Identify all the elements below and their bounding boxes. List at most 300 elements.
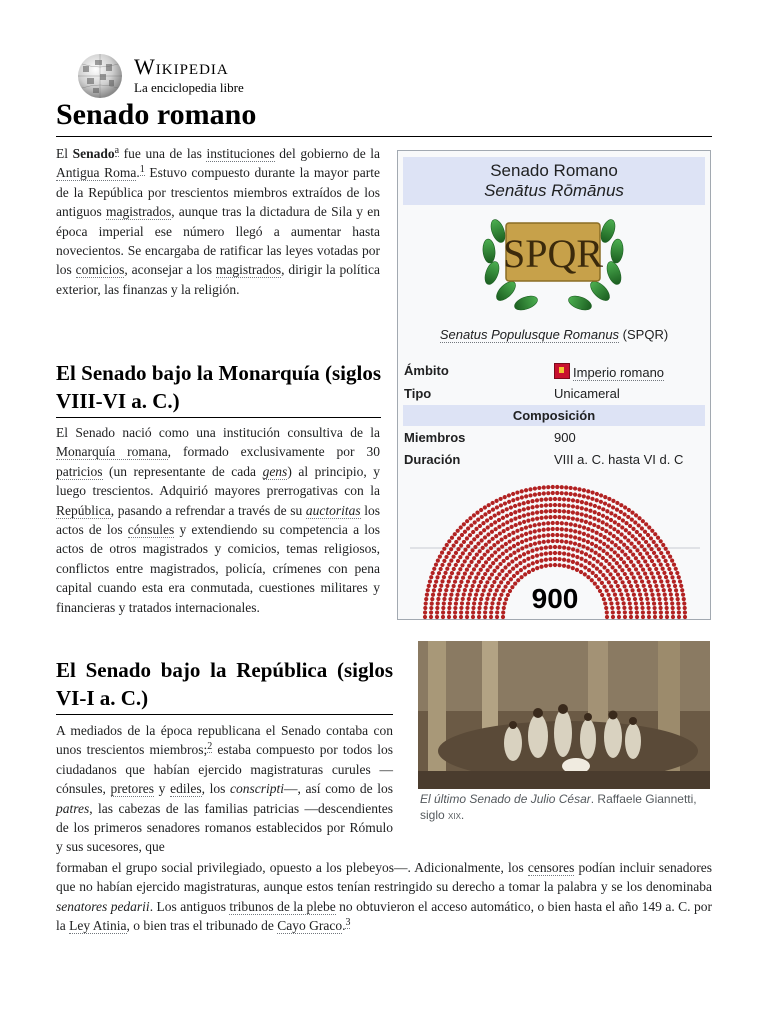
seat <box>647 610 651 614</box>
seat <box>632 563 636 567</box>
seat <box>623 553 627 557</box>
seat <box>449 593 453 597</box>
seat <box>539 546 543 550</box>
seat <box>435 575 439 579</box>
seat <box>641 568 645 572</box>
seat <box>505 573 509 577</box>
seat <box>612 534 616 538</box>
seat <box>676 597 680 601</box>
seat <box>623 610 627 614</box>
seat <box>620 549 624 553</box>
seat <box>579 557 583 561</box>
seat <box>455 597 459 601</box>
seat <box>501 522 505 526</box>
seat <box>557 563 561 567</box>
seat <box>548 557 552 561</box>
seat <box>431 593 435 597</box>
seat <box>429 575 433 579</box>
seat <box>670 597 674 601</box>
seat <box>599 493 603 497</box>
seat <box>575 555 579 559</box>
seat <box>510 559 514 563</box>
seat <box>652 563 656 567</box>
seat <box>474 576 478 580</box>
seat <box>533 486 537 490</box>
seat <box>619 532 623 536</box>
seat-count-label: 900 <box>531 583 579 614</box>
seat <box>671 606 675 610</box>
seat <box>539 559 543 563</box>
seat <box>612 527 616 531</box>
seat <box>502 559 506 563</box>
seat <box>514 523 518 527</box>
seat <box>586 540 590 544</box>
seat <box>608 572 612 576</box>
seat <box>442 597 446 601</box>
seat <box>523 565 527 569</box>
seat <box>649 588 653 592</box>
seat <box>487 540 491 544</box>
seat <box>497 511 501 515</box>
seat <box>676 601 680 605</box>
seat <box>504 597 508 601</box>
link-patricios[interactable]: patricios <box>56 463 103 479</box>
seat <box>465 610 469 614</box>
seat <box>604 559 608 563</box>
seat <box>670 575 674 579</box>
seat <box>513 510 517 514</box>
seat <box>501 589 505 593</box>
link-consules[interactable]: cónsules <box>127 522 175 538</box>
seat <box>557 503 561 507</box>
seat <box>675 571 679 575</box>
seat <box>602 565 606 569</box>
link-gens[interactable]: gens <box>262 463 288 479</box>
seat <box>642 548 646 552</box>
seat <box>586 489 590 493</box>
seat <box>459 543 463 547</box>
seat <box>448 597 452 601</box>
seat <box>477 560 481 564</box>
link-ley-atinia[interactable]: Ley Atinia <box>69 918 127 934</box>
seat <box>616 606 620 610</box>
seat <box>657 559 661 563</box>
seat <box>537 492 541 496</box>
seat <box>471 606 475 610</box>
seat <box>514 557 518 561</box>
seat <box>478 524 482 528</box>
seat <box>463 559 467 563</box>
seat <box>493 513 497 517</box>
seat <box>523 572 527 576</box>
seat <box>434 580 438 584</box>
link-magistrados[interactable]: magistrados <box>105 204 172 220</box>
seat <box>493 550 497 554</box>
seat <box>435 615 439 619</box>
seat <box>555 485 559 489</box>
seat <box>524 544 528 548</box>
seat <box>648 584 652 588</box>
seat <box>592 557 596 561</box>
seat <box>659 563 663 567</box>
seat <box>648 555 652 559</box>
seat <box>683 610 687 614</box>
seat <box>459 606 463 610</box>
seat <box>631 553 635 557</box>
seat <box>627 568 631 572</box>
seat <box>447 610 451 614</box>
link-monarquia-romana[interactable]: Monarquía romana <box>56 444 168 460</box>
seat <box>643 559 647 563</box>
footnote-2[interactable]: 2 <box>207 740 213 752</box>
seat <box>606 538 610 542</box>
seat <box>553 509 557 513</box>
seat <box>674 588 678 592</box>
seat <box>608 525 612 529</box>
seat <box>604 606 608 610</box>
seat <box>634 567 638 571</box>
spqr-emblem[interactable] <box>478 201 628 316</box>
seat <box>450 571 454 575</box>
heading-republica: El Senado bajo la República (siglos VI-I a. C.) <box>56 656 393 715</box>
seat <box>656 536 660 540</box>
seat <box>603 501 607 505</box>
seat <box>595 498 599 502</box>
seat <box>637 588 641 592</box>
seat <box>580 500 584 504</box>
seat <box>560 539 564 543</box>
seat <box>626 593 630 597</box>
seat <box>465 519 469 523</box>
seat <box>606 545 610 549</box>
footnote-1[interactable]: 1 <box>139 163 145 175</box>
brand[interactable] <box>134 56 244 96</box>
seat <box>611 615 615 619</box>
seat <box>548 497 552 501</box>
seat <box>528 487 532 491</box>
seat <box>665 610 669 614</box>
seat <box>469 541 473 545</box>
link-cayo-graco[interactable]: Cayo Graco <box>277 918 343 934</box>
seat <box>447 606 451 610</box>
seat <box>531 555 535 559</box>
seat <box>511 498 515 502</box>
seat <box>659 610 663 614</box>
seat <box>669 592 673 596</box>
seat <box>522 501 526 505</box>
seat <box>643 588 647 592</box>
seat <box>571 510 575 514</box>
seat <box>663 559 667 563</box>
seat <box>546 533 550 537</box>
infobox: Senado Romano Senātus Rōmānus SPQR Senatus Populusque Romanus (SPQR) Ámbito Imperio romano Tipo Unicameral Composición Miembros 900 Duración VIII a. C. hasta VI d. C 900 <box>397 150 711 620</box>
seat <box>489 523 493 527</box>
seat <box>459 580 463 584</box>
seat <box>623 505 627 509</box>
seat <box>591 490 595 494</box>
seat <box>455 593 459 597</box>
seat <box>620 568 624 572</box>
seat <box>441 606 445 610</box>
seat <box>680 588 684 592</box>
seat <box>531 568 535 572</box>
seat <box>542 522 546 526</box>
seat <box>465 568 469 572</box>
seat <box>677 606 681 610</box>
seat <box>548 545 552 549</box>
seat <box>471 530 475 534</box>
seat <box>505 556 509 560</box>
seat <box>512 537 516 541</box>
seat <box>479 531 483 535</box>
seat <box>602 585 606 589</box>
seat <box>603 535 607 539</box>
seat <box>591 564 595 568</box>
seat <box>489 615 493 619</box>
seat <box>553 557 557 561</box>
link-antigua-roma[interactable]: Antigua Roma <box>56 165 137 181</box>
seat <box>591 571 595 575</box>
seat <box>503 495 507 499</box>
seat <box>608 597 612 601</box>
seat <box>431 571 435 575</box>
seat <box>463 548 467 552</box>
seat <box>475 511 479 515</box>
seat <box>604 577 608 581</box>
seat <box>469 588 473 592</box>
seat <box>637 523 641 527</box>
seat <box>502 577 506 581</box>
seat <box>483 512 487 516</box>
seat <box>453 606 457 610</box>
seat <box>598 570 602 574</box>
seat <box>440 563 444 567</box>
seat <box>611 499 615 503</box>
seat <box>617 546 621 550</box>
seat <box>657 593 661 597</box>
seat <box>509 512 513 516</box>
painting-ultimo-senado-image[interactable] <box>418 641 710 789</box>
seat <box>653 606 657 610</box>
link-instituciones[interactable]: instituciones <box>206 146 275 161</box>
seat <box>515 571 519 575</box>
seat <box>522 507 526 511</box>
seat <box>607 503 611 507</box>
seat <box>566 559 570 563</box>
link-senatus-populusque[interactable]: Senatus Populusque Romanus <box>439 327 620 342</box>
seat <box>427 584 431 588</box>
seat <box>479 508 483 512</box>
seat <box>453 610 457 614</box>
seat <box>622 560 626 564</box>
link-ediles[interactable]: ediles <box>170 781 202 797</box>
seat <box>588 509 592 513</box>
seat <box>628 549 632 553</box>
seat <box>490 606 494 610</box>
seat <box>629 572 633 576</box>
seat <box>520 527 524 531</box>
link-auctoritas[interactable]: auctoritas <box>305 502 361 518</box>
seat <box>471 584 475 588</box>
seat <box>468 533 472 537</box>
seat <box>496 606 500 610</box>
seat <box>453 532 457 536</box>
link-imperio-romano[interactable]: Imperio romano <box>573 365 665 380</box>
seat <box>447 579 451 583</box>
seat <box>466 579 470 583</box>
seat <box>463 530 467 534</box>
seat <box>620 525 624 529</box>
seat <box>651 597 655 601</box>
seat <box>444 588 448 592</box>
seat <box>527 563 531 567</box>
infobox-section-composicion: Composición <box>403 405 705 426</box>
heading-monarquia: El Senado bajo la Monarquía (siglos VIII-VI a. C.) <box>56 359 381 418</box>
seat <box>456 529 460 533</box>
wikipedia-globe-icon[interactable] <box>73 52 128 100</box>
footnote-a[interactable]: a <box>114 144 120 156</box>
seat <box>571 560 575 564</box>
seat <box>596 559 600 563</box>
seat <box>646 606 650 610</box>
seat <box>442 575 446 579</box>
seat <box>475 534 479 538</box>
seat <box>647 543 651 547</box>
seat <box>518 521 522 525</box>
seat <box>485 518 489 522</box>
seat <box>436 597 440 601</box>
seat <box>579 570 583 574</box>
seat <box>663 593 667 597</box>
seat <box>488 565 492 569</box>
seat <box>447 551 451 555</box>
seat <box>441 610 445 614</box>
seat <box>493 593 497 597</box>
seat <box>460 563 464 567</box>
seat <box>450 536 454 540</box>
seat <box>475 553 479 557</box>
seat <box>641 519 645 523</box>
seat <box>539 565 543 569</box>
seat <box>664 575 668 579</box>
seat <box>626 556 630 560</box>
seat <box>548 503 552 507</box>
seat <box>647 615 651 619</box>
seat <box>586 546 590 550</box>
seat <box>442 601 446 605</box>
seat <box>491 597 495 601</box>
seat <box>566 565 570 569</box>
seat <box>645 597 649 601</box>
seat <box>640 606 644 610</box>
seat <box>571 504 575 508</box>
seat <box>638 592 642 596</box>
link-pretores[interactable]: pretores <box>110 781 155 797</box>
seat <box>476 572 480 576</box>
link-comicios[interactable]: comicios <box>75 262 125 278</box>
seat <box>659 539 663 543</box>
monarquia-paragraph: El Senado nació como una institución consultiva de la Monarquía romana, formado exclusivamente por 30 patricios (un representante de cada gens) al principio, y luego trescientos. Adquirió mayores prerrogativas con la República, pasando a refrendar a través de su auctoritas los actos de los cónsules y extendiendo su competencia a los actos de otros magistrados y comicios, temas religiosos, conflictos entre magistrados, policía, crímenes con pena capital cuando esta era conmutada, cuestiones militares y financieras y tratados internacionales. <box>56 425 380 615</box>
link-censores[interactable]: censores <box>527 860 575 875</box>
seat <box>527 570 531 574</box>
seat <box>569 528 573 532</box>
seat <box>490 530 494 534</box>
seat <box>503 565 507 569</box>
seat <box>577 543 581 547</box>
seat <box>580 519 584 523</box>
seat <box>649 547 653 551</box>
seat <box>542 485 546 489</box>
seat <box>469 523 473 527</box>
seat <box>671 615 675 619</box>
seat <box>557 509 561 513</box>
seat <box>465 615 469 619</box>
seat <box>452 584 456 588</box>
seat <box>659 551 663 555</box>
seat <box>535 566 539 570</box>
seat <box>458 584 462 588</box>
seat <box>656 571 660 575</box>
seat <box>533 523 537 527</box>
seat <box>424 597 428 601</box>
seat <box>569 522 573 526</box>
seat <box>473 597 477 601</box>
seat <box>480 538 484 542</box>
seat <box>449 559 453 563</box>
seat <box>664 547 668 551</box>
seat <box>506 593 510 597</box>
seat <box>607 580 611 584</box>
parliament-seats-diagram[interactable] <box>408 481 702 621</box>
seat <box>553 551 557 555</box>
seat <box>566 510 570 514</box>
seat <box>443 593 447 597</box>
seat <box>480 515 484 519</box>
footnote-3[interactable]: 3 <box>345 916 351 928</box>
seat <box>526 519 530 523</box>
seat <box>593 504 597 508</box>
seat <box>596 585 600 589</box>
seat <box>634 601 638 605</box>
seat <box>479 597 483 601</box>
seat <box>488 588 492 592</box>
seat <box>517 509 521 513</box>
seat <box>555 521 559 525</box>
link-republica[interactable]: República <box>56 502 111 518</box>
seat <box>617 516 621 520</box>
seat <box>490 572 494 576</box>
seat <box>582 538 586 542</box>
seat <box>445 584 449 588</box>
seat <box>454 540 458 544</box>
link-tribunos-plebe[interactable]: tribunos de la plebe <box>229 898 336 914</box>
seat <box>581 544 585 548</box>
seat <box>544 558 548 562</box>
seat <box>659 579 663 583</box>
seat <box>440 579 444 583</box>
seat <box>573 535 577 539</box>
link-magistrados-2[interactable]: magistrados <box>215 262 282 278</box>
seat <box>571 547 575 551</box>
seat <box>542 491 546 495</box>
seat <box>447 615 451 619</box>
seat <box>476 542 480 546</box>
seat <box>623 572 627 576</box>
seat <box>566 504 570 508</box>
seat <box>544 497 548 501</box>
seat <box>609 547 613 551</box>
seat <box>629 610 633 614</box>
